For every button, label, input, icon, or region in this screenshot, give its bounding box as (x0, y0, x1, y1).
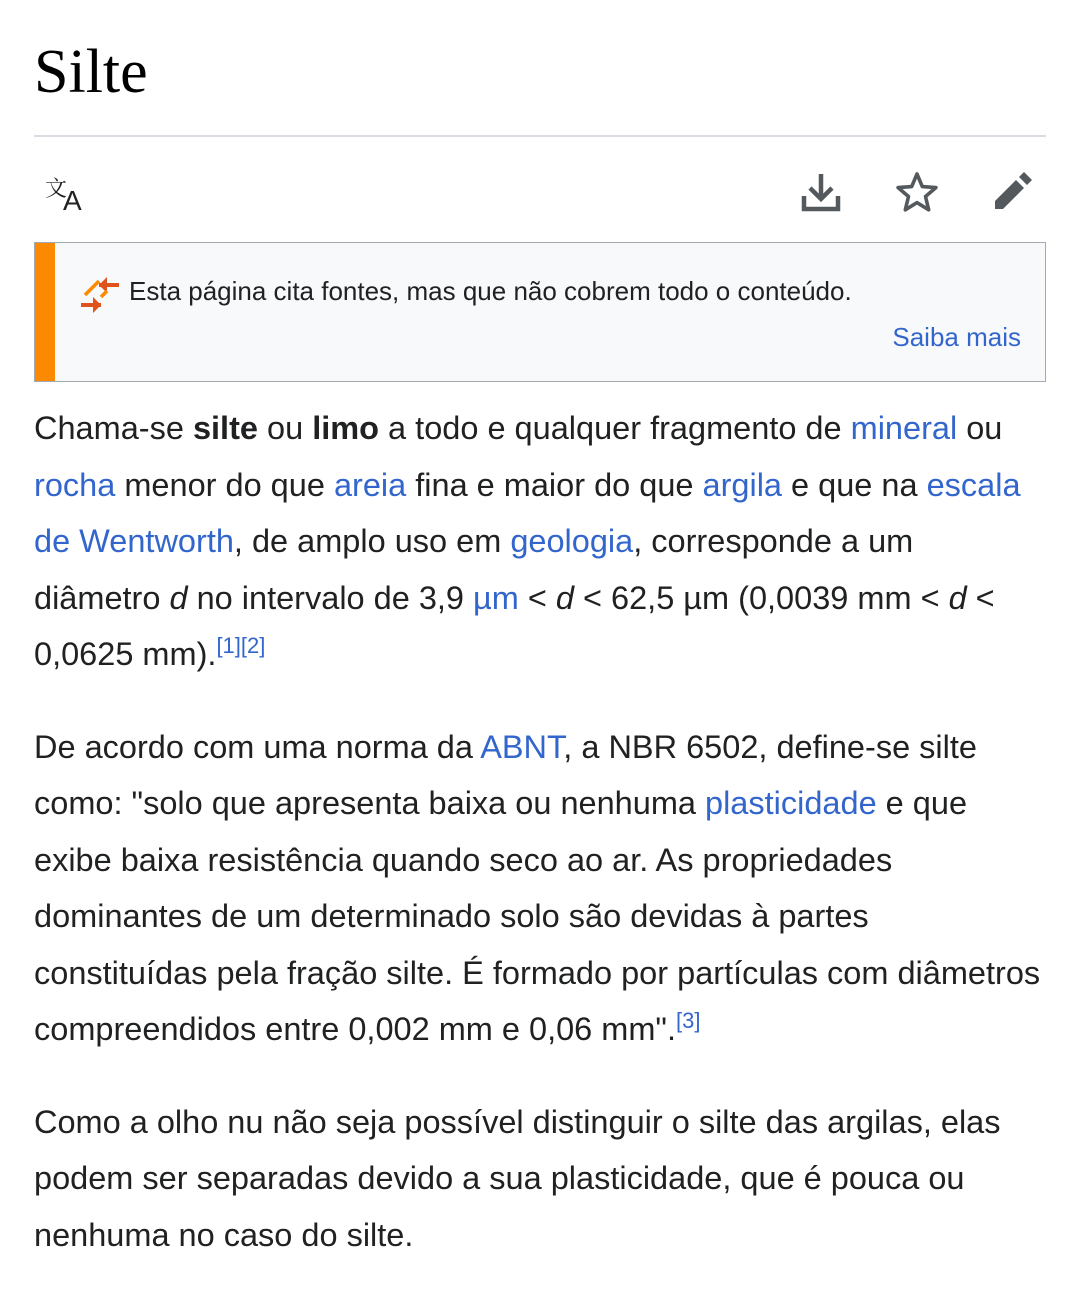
text: ou (258, 410, 313, 446)
text: e que na (782, 466, 927, 503)
text: a todo e qualquer fragmento de (379, 410, 851, 446)
variable-d: d (948, 579, 967, 616)
term-limo: limo (312, 410, 380, 446)
text: fina e maior do que (406, 466, 703, 503)
text: Chama-se (34, 410, 193, 446)
paragraph-3: Como a olho nu não seja possível distinguir o silte das argilas, elas podem ser separadas devido a sua plasticidade, que é pouca ou nenhuma no caso do silte. (34, 1103, 1001, 1253)
star-icon (895, 171, 939, 213)
reference-link-2[interactable]: [2] (240, 633, 266, 658)
link-geologia[interactable]: geologia (510, 523, 634, 559)
text: e que exibe baixa resistência quando seco ao ar. As propriedades dominantes de um determinado solo são devidas à partes constituídas pela fração silte. É formado por partículas com diâmetros compreendidos entre 0,002 mm e 0,06 mm". (34, 785, 1041, 1047)
text: , a NBR 6502, define-se silte como: "solo que apresenta baixa ou nenhuma (34, 728, 977, 821)
link-escala-de-wentworth[interactable]: escala de Wentworth (34, 466, 1021, 559)
link-micrometro[interactable]: µm (473, 579, 519, 616)
download-icon (801, 171, 841, 213)
text: no intervalo de 3,9 (187, 579, 474, 616)
text: < 0,0625 mm). (34, 579, 995, 672)
link-abnt[interactable]: ABNT (480, 728, 564, 765)
svg-text:文: 文 (45, 177, 68, 202)
text: menor do que (115, 466, 334, 503)
variable-d: d (169, 579, 188, 616)
translate-icon (43, 172, 89, 212)
link-rocha[interactable]: rocha (34, 466, 116, 503)
text: < 62,5 µm (0,0039 mm < (573, 579, 949, 616)
notice-message: Esta página cita fontes, mas que não cobrem todo o conteúdo. (129, 276, 852, 306)
notice-accent-bar (35, 243, 55, 381)
paragraph-2 (34, 719, 1048, 1058)
text: De acordo com uma norma da (34, 728, 481, 765)
arrows-exchange-icon (77, 277, 123, 315)
text: < (518, 579, 556, 616)
variable-d: d (555, 579, 574, 616)
download-button[interactable] (789, 160, 853, 224)
link-mineral[interactable]: mineral (850, 410, 958, 446)
link-argila[interactable]: argila (702, 466, 783, 503)
term-silte: silte (192, 410, 258, 446)
reference-link-3[interactable]: [3] (676, 1008, 701, 1033)
title-divider (34, 135, 1046, 137)
page-actions-toolbar (34, 160, 1046, 224)
text: ou (957, 410, 1003, 446)
reference-link-1[interactable]: [1] (216, 633, 241, 658)
svg-text:A: A (63, 185, 82, 212)
text: , de amplo uso em (233, 523, 511, 559)
sources-notice-box (34, 242, 1046, 382)
pencil-icon (991, 171, 1033, 213)
language-button[interactable] (34, 160, 98, 224)
watch-button[interactable] (885, 160, 949, 224)
text: , corresponde a um diâmetro (34, 523, 914, 616)
reference-superscript (216, 633, 265, 658)
link-plasticidade[interactable]: plasticidade (705, 785, 877, 821)
page-title: Silte (34, 38, 148, 106)
reference-superscript (676, 1008, 700, 1033)
learn-more-link[interactable]: Saiba mais (892, 322, 1021, 352)
article-body (34, 400, 1048, 1299)
paragraph-1 (34, 400, 1048, 683)
link-areia[interactable]: areia (333, 466, 407, 503)
edit-button[interactable] (980, 160, 1044, 224)
